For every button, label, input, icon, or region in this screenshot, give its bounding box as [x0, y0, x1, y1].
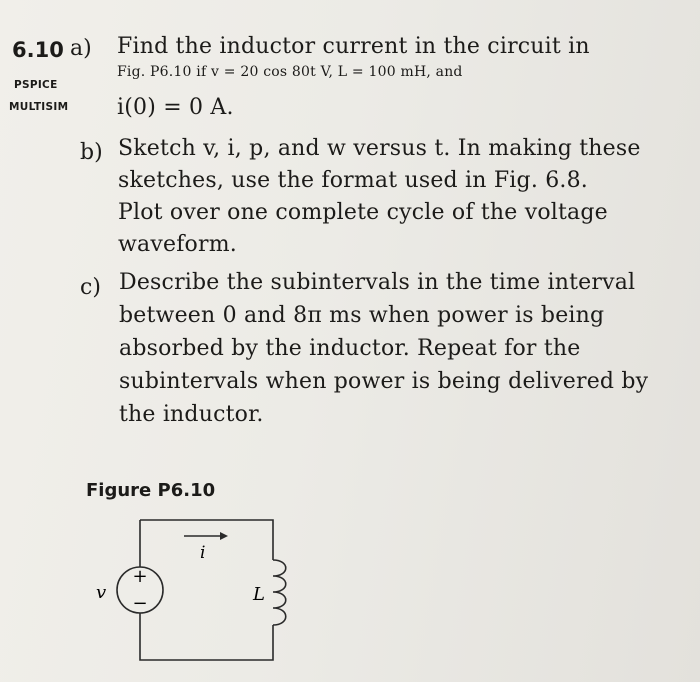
part-b-line-4: waveform.	[118, 232, 237, 257]
multisim-tag: MULTISIM	[9, 101, 69, 113]
part-c-line-2: between 0 and 8π ms when power is being	[119, 303, 605, 328]
circuit-diagram	[80, 510, 320, 670]
part-c-line-4: subintervals when power is being delivered by	[119, 369, 649, 394]
part-c-line-1: Describe the subintervals in the time interval	[119, 270, 636, 295]
part-a-line-1: Find the inductor current in the circuit in	[117, 34, 590, 59]
part-b-letter: b)	[80, 140, 103, 165]
inductor-label: L	[253, 584, 265, 605]
current-arrowhead-icon	[220, 532, 228, 540]
part-b-line-2: sketches, use the format used in Fig. 6.8.	[118, 168, 588, 193]
part-a-line-2: Fig. P6.10 if v = 20 cos 80t V, L = 100 mH, and	[117, 64, 463, 80]
minus-sign: −	[132, 593, 148, 614]
source-voltage-label: v	[96, 582, 107, 603]
part-a-line-3: i(0) = 0 A.	[117, 95, 234, 120]
current-label: i	[200, 543, 206, 563]
part-c-line-3: absorbed by the inductor. Repeat for the	[119, 336, 581, 361]
part-b-line-3: Plot over one complete cycle of the voltage	[118, 200, 608, 225]
plus-sign: +	[132, 566, 148, 587]
figure-title: Figure P6.10	[86, 480, 216, 501]
part-b-line-1: Sketch v, i, p, and w versus t. In making these	[118, 136, 641, 161]
part-c-line-5: the inductor.	[119, 402, 264, 427]
pspice-tag: PSPICE	[14, 79, 58, 91]
top-wire	[140, 520, 273, 560]
problem-number: 6.10	[12, 38, 64, 62]
part-a-letter: a)	[70, 36, 92, 61]
part-c-letter: c)	[80, 275, 101, 300]
inductor-icon	[273, 560, 286, 625]
